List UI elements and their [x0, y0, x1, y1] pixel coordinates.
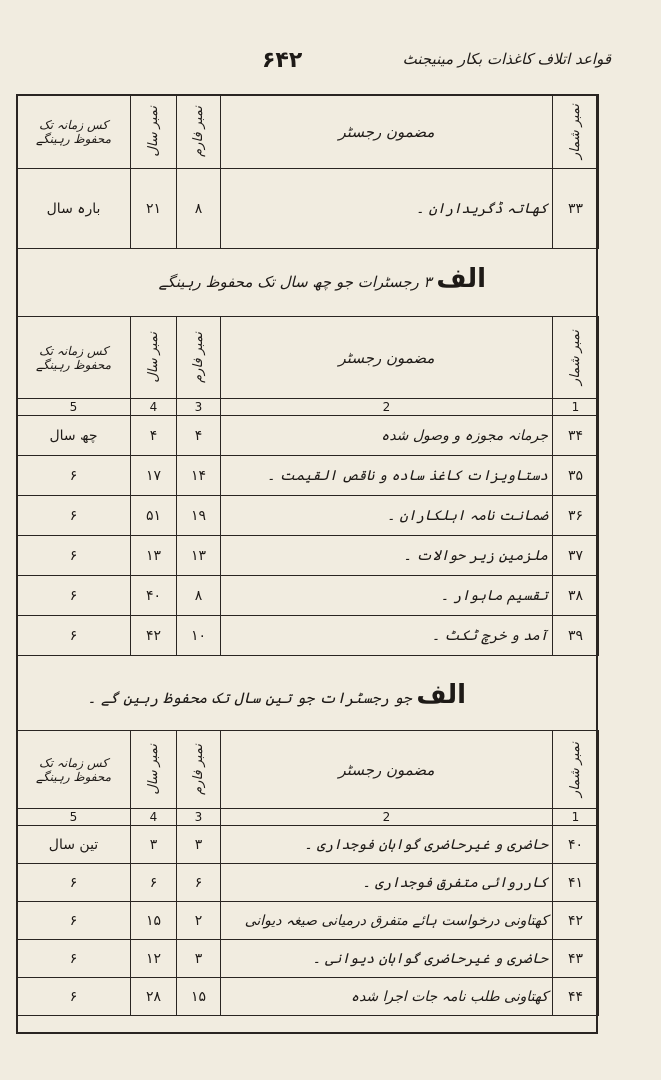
table-row — [17, 978, 599, 1016]
year-number-cell: ۱۳ — [131, 536, 177, 576]
table-row — [17, 169, 599, 249]
col-retention-header: کس زمانہ تک محفوظ رہینگے — [17, 731, 131, 809]
index-cell: 2 — [221, 809, 553, 826]
section-2-heading-bar — [16, 246, 598, 316]
index-cell: 1 — [553, 809, 599, 826]
year-number-cell: ۴۰ — [131, 576, 177, 616]
year-number-cell: ۱۲ — [131, 940, 177, 978]
col-form-header: نمبر فارم — [177, 731, 221, 809]
year-number-cell: ۳ — [131, 826, 177, 864]
index-cell: 5 — [17, 399, 131, 416]
subject-cell: تقسیم ماہوار ۔ — [221, 576, 553, 616]
index-cell: 3 — [177, 809, 221, 826]
section-3-alif: الف — [416, 680, 466, 710]
index-row — [17, 809, 599, 826]
year-number-cell: ۱۷ — [131, 456, 177, 496]
subject-cell: کھاتہ ڈگریداران ۔ — [221, 169, 553, 249]
subject-cell: ضمانت نامہ اہلکاران ۔ — [221, 496, 553, 536]
index-cell: 1 — [553, 399, 599, 416]
table-row — [17, 576, 599, 616]
year-number-cell: ۶ — [131, 864, 177, 902]
index-cell: 5 — [17, 809, 131, 826]
section-2-heading — [159, 264, 486, 294]
retention-cell: ۶ — [17, 616, 131, 656]
serial-cell: ۴۱ — [553, 864, 599, 902]
year-number-cell: ۵۱ — [131, 496, 177, 536]
section-3-heading — [87, 680, 466, 710]
year-number-cell: ۴ — [131, 416, 177, 456]
retention-cell: ۶ — [17, 496, 131, 536]
form-number-cell: ۲ — [177, 902, 221, 940]
subject-cell: ملزمین زیر حوالات ۔ — [221, 536, 553, 576]
serial-cell: ۳۷ — [553, 536, 599, 576]
register-table-1 — [16, 94, 599, 249]
retention-cell: ۶ — [17, 864, 131, 902]
form-number-cell: ۱۰ — [177, 616, 221, 656]
retention-cell: ۶ — [17, 456, 131, 496]
serial-cell: ۳۵ — [553, 456, 599, 496]
retention-cell: بارہ سال — [17, 169, 131, 249]
table-row — [17, 940, 599, 978]
form-number-cell: ۱۵ — [177, 978, 221, 1016]
year-number-cell: ۴۲ — [131, 616, 177, 656]
col-year-header: نمبر سال — [131, 731, 177, 809]
col-form-header: نمبر فارم — [177, 95, 221, 169]
serial-cell: ۴۲ — [553, 902, 599, 940]
col-subject-header: مضمون رجسٹر — [221, 731, 553, 809]
subject-cell: کھتاونی طلب نامہ جات اجرا شدہ — [221, 978, 553, 1016]
retention-cell: چھ سال — [17, 416, 131, 456]
section-2-title: رجسٹرات جو چھ سال تک محفوظ رہینگے — [158, 273, 419, 291]
index-cell: 3 — [177, 399, 221, 416]
table-header-row — [17, 95, 599, 169]
year-number-cell: ۲۱ — [131, 169, 177, 249]
table-row — [17, 416, 599, 456]
col-serial-header: نمبر شمار — [553, 731, 599, 809]
form-number-cell: ۶ — [177, 864, 221, 902]
subject-cell: کھتاونی درخواست ہائے متفرق درمیانی صیغہ دیوانی — [221, 902, 553, 940]
serial-cell: ۴۳ — [553, 940, 599, 978]
table-row — [17, 864, 599, 902]
section-3-title: جو رجسٹرات جو تین سال تک محفوظ رہین گے ۔ — [87, 689, 412, 707]
form-number-cell: ۸ — [177, 169, 221, 249]
table-row — [17, 902, 599, 940]
table-row — [17, 616, 599, 656]
retention-cell: تین سال — [17, 826, 131, 864]
table-header-row — [17, 317, 599, 399]
table-row — [17, 456, 599, 496]
serial-cell: ۳۴ — [553, 416, 599, 456]
col-subject-header: مضمون رجسٹر — [221, 95, 553, 169]
serial-cell: ۳۸ — [553, 576, 599, 616]
form-number-cell: ۴ — [177, 416, 221, 456]
section-2-alif: الف — [436, 264, 486, 294]
col-retention-header: کس زمانہ تک محفوظ رہینگے — [17, 317, 131, 399]
col-year-header: نمبر سال — [131, 317, 177, 399]
serial-cell: ۳۳ — [553, 169, 599, 249]
section-2-subnumber: ۳ — [423, 273, 432, 291]
col-serial-header: نمبر شمار — [553, 95, 599, 169]
form-number-cell: ۱۹ — [177, 496, 221, 536]
subject-cell: دستاویزات کاغذ سادہ و ناقص القیمت ۔ — [221, 456, 553, 496]
table-row — [17, 536, 599, 576]
index-row — [17, 399, 599, 416]
col-subject-header: مضمون رجسٹر — [221, 317, 553, 399]
col-form-header: نمبر فارم — [177, 317, 221, 399]
form-number-cell: ۱۴ — [177, 456, 221, 496]
index-cell: 4 — [131, 399, 177, 416]
subject-cell: جرمانہ مجوزہ و وصول شدہ — [221, 416, 553, 456]
form-number-cell: ۳ — [177, 940, 221, 978]
serial-cell: ۳۶ — [553, 496, 599, 536]
retention-cell: ۶ — [17, 576, 131, 616]
col-serial-header: نمبر شمار — [553, 317, 599, 399]
retention-cell: ۶ — [17, 902, 131, 940]
form-number-cell: ۸ — [177, 576, 221, 616]
col-retention-header: کس زمانہ تک محفوظ رہینگے — [17, 95, 131, 169]
register-table-3 — [16, 730, 599, 1016]
running-title: قواعد اتلاف کاغذات بکار مینیجنٹ — [402, 50, 611, 68]
serial-cell: ۴۴ — [553, 978, 599, 1016]
subject-cell: کارروائی متفرق فوجداری ۔ — [221, 864, 553, 902]
index-cell: 2 — [221, 399, 553, 416]
form-number-cell: ۳ — [177, 826, 221, 864]
year-number-cell: ۱۵ — [131, 902, 177, 940]
year-number-cell: ۲۸ — [131, 978, 177, 1016]
subject-cell: حاضری و غیرحاضری گواہان فوجداری ۔ — [221, 826, 553, 864]
register-table-2 — [16, 316, 599, 656]
retention-cell: ۶ — [17, 536, 131, 576]
subject-cell: حاضری و غیرحاضری گواہان دیوانی ۔ — [221, 940, 553, 978]
retention-cell: ۶ — [17, 940, 131, 978]
subject-cell: آمد و خرچ ٹکٹ ۔ — [221, 616, 553, 656]
serial-cell: ۳۹ — [553, 616, 599, 656]
index-cell: 4 — [131, 809, 177, 826]
retention-cell: ۶ — [17, 978, 131, 1016]
serial-cell: ۴۰ — [553, 826, 599, 864]
section-3-heading-bar — [16, 660, 598, 730]
table-row — [17, 496, 599, 536]
page-header — [0, 42, 661, 82]
table-header-row — [17, 731, 599, 809]
page-number: ۶۴۲ — [262, 48, 303, 73]
table-row — [17, 826, 599, 864]
col-year-header: نمبر سال — [131, 95, 177, 169]
form-number-cell: ۱۳ — [177, 536, 221, 576]
